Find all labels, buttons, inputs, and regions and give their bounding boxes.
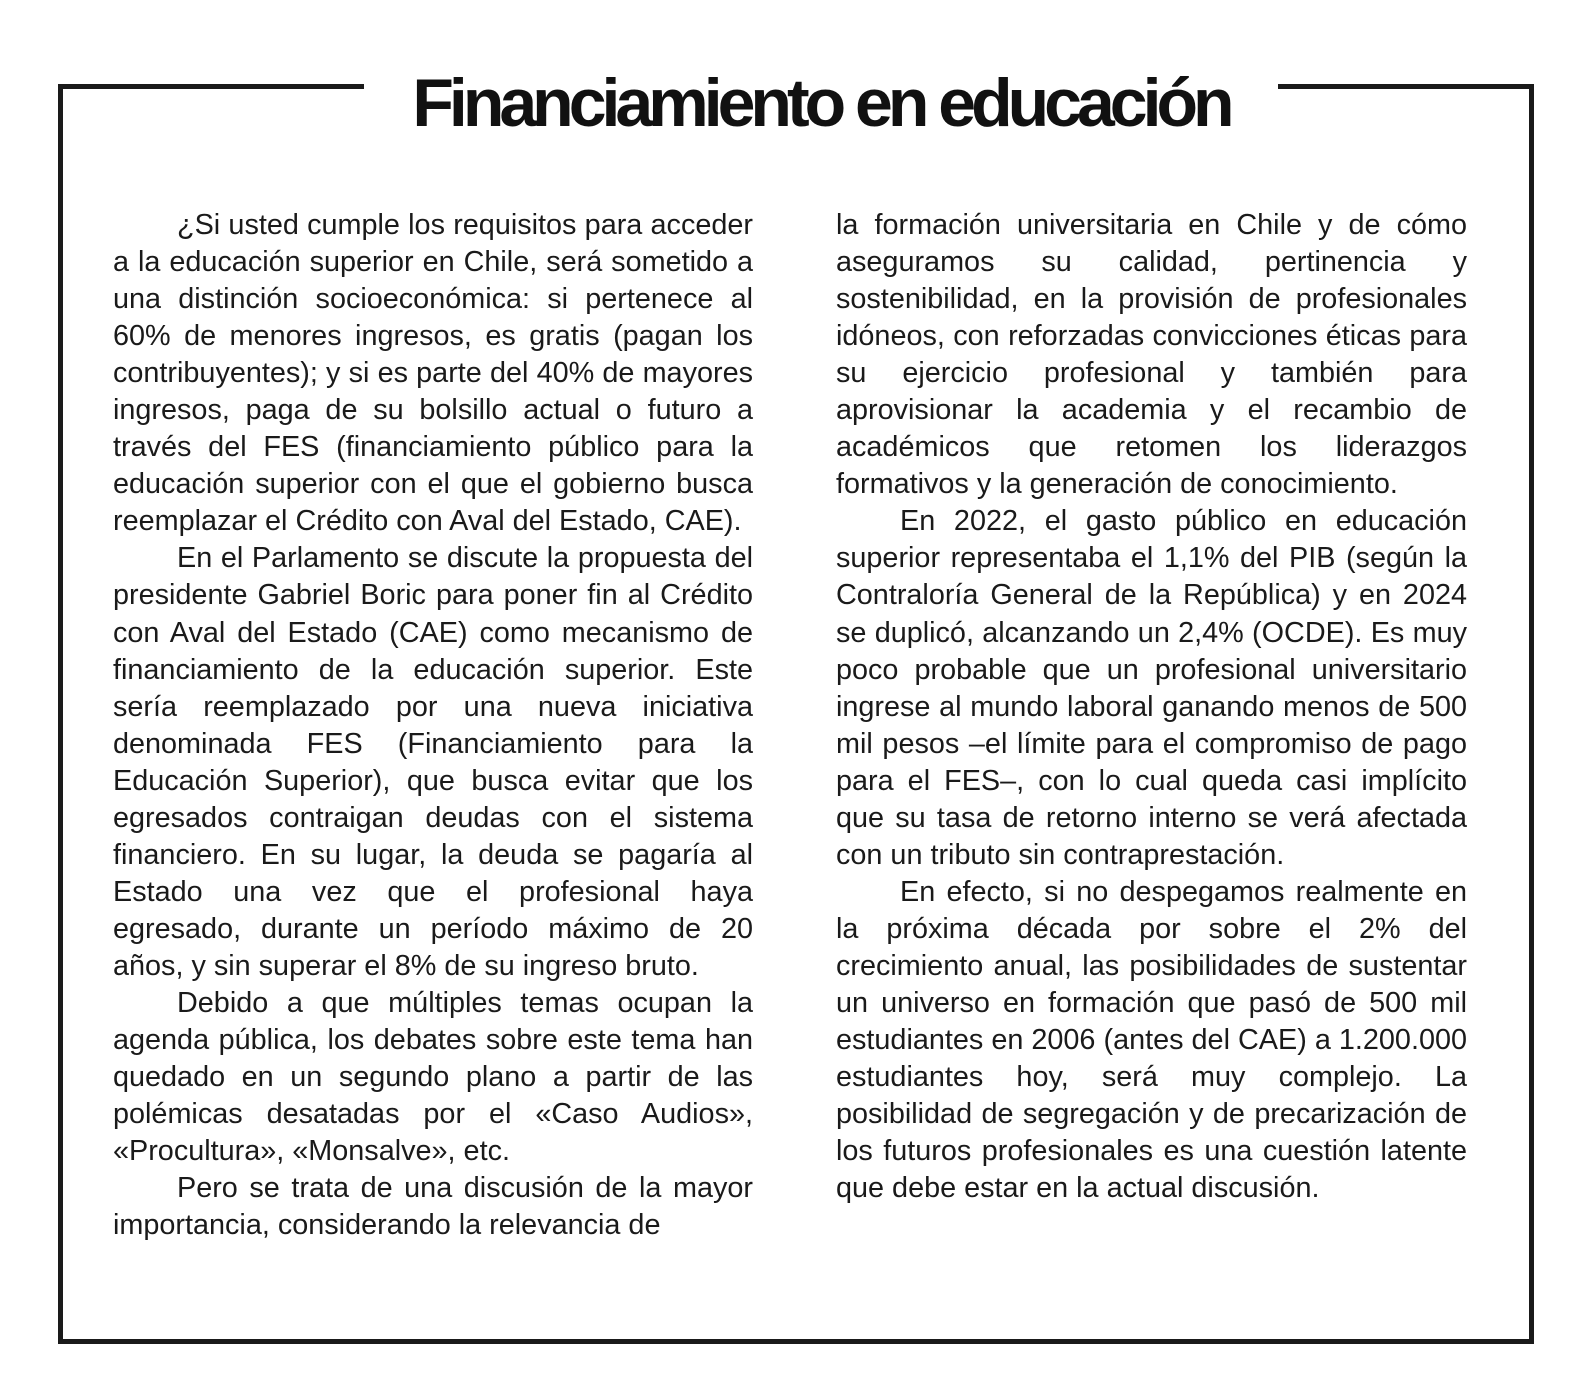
paragraph: En efecto, si no despegamos realmente en la próxima década por sobre el 2% del crecimiento anual, las posibilidades de sustentar un universo en formación que pasó de 500 mil estudiantes en 2006 (antes del CAE) a 1.200.000 estudiantes hoy, será muy complejo. La posibilidad de segregación y de precarización de los futuros profesionales es una cuestión latente que debe estar en la actual discusión. xyxy=(836,875,1467,1205)
article-title: Financiamiento en educación xyxy=(412,65,1230,141)
paragraph: Pero se trata de una discusión de la mayor importancia, considerando la relevancia de xyxy=(113,1172,753,1242)
paragraph: En el Parlamento se discute la propuesta del presidente Gabriel Boric para poner fin al Crédito con Aval del Estado (CAE) como mecanismo de financiamiento de la educación superior. Este sería reemplazado por una nueva iniciativa denominada FES (Financiamiento para la Educación Superior), que busca evitar que los egresados contraigan deudas con el sistema financiero. En su lugar, la deuda se pagaría al Estado una vez que el profesional haya egresado, durante un período máximo de 20 años, y sin superar el 8% de su ingreso bruto. xyxy=(113,542,753,982)
paragraph: En 2022, el gasto público en educación superior representaba el 1,1% del PIB (según la Contraloría General de la República) y en 2024 se duplicó, alcanzando un 2,4% (OCDE). Es muy poco probable que un profesional universitario ingrese al mundo laboral ganando menos de 500 mil pesos –el límite para el compromiso de pago para el FES–, con lo cual queda casi implícito que su tasa de retorno interno se verá afectada con un tributo sin contraprestación. xyxy=(836,505,1467,871)
paragraph: Debido a que múltiples temas ocupan la agenda pública, los debates sobre este tema han quedado en un segundo plano a partir de las polémicas desatadas por el «Caso Audios», «Procultura», «Monsalve», etc. xyxy=(113,986,753,1168)
right-column xyxy=(836,207,1467,1207)
title-block xyxy=(364,58,1278,148)
paragraph-continuation: la formación universitaria en Chile y de cómo aseguramos su calidad, pertinencia y sostenibilidad, en la provisión de profesionales idóneos, con reforzadas convicciones éticas para su ejercicio profesional y también para aprovisionar la academia y el recambio de académicos que retomen los liderazgos formativos y la generación de conocimiento. xyxy=(836,209,1467,501)
left-column xyxy=(113,207,753,1244)
paragraph: ¿Si usted cumple los requisitos para acceder a la educación superior en Chile, será sometido a una distinción socioeconómica: si pertenece al 60% de menores ingresos, es gratis (pagan los contribuyentes); y si es parte del 40% de mayores ingresos, paga de su bolsillo actual o futuro a través del FES (financiamiento público para la educación superior con el que el gobierno busca reemplazar el Crédito con Aval del Estado, CAE). xyxy=(113,209,753,538)
